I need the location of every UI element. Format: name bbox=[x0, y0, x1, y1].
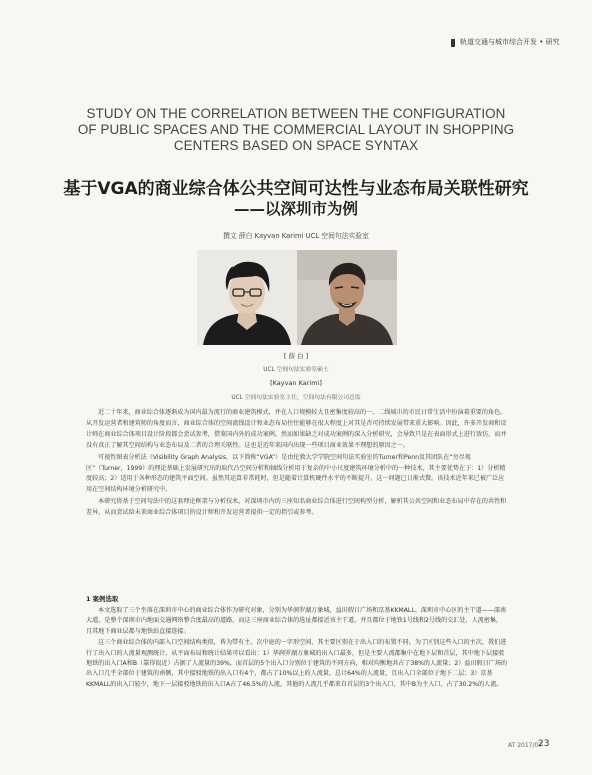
section-heading: 1 案例选取 bbox=[86, 595, 119, 603]
author-name-2: [Kayvan Karimi] bbox=[270, 379, 322, 387]
english-title bbox=[70, 106, 522, 154]
body-paragraph: 这三个商业综合体的内部入口空间结构类似，皆为带有主、次中庭的一字形空间，其主要区别在于出入口的布置不同。为了区别这些入口的主次，我们进行了出入口的人流量观测统计。从平面布局和统计结果可以看出：1）华润罗湖万象城的出入口最多，但是主要人流都集中在地下层和首层，其中地下层接驳地铁的出入口A和B（靠得很近）占据了人流量的39%，而首层的5个出入口分别位于建筑的不同方向，相对均衡地共占了38%的人流量；2）益田假日广场的出入口几乎全部位于建筑的南侧，其中接驳地铁的出入口有4个，都占了10%以上的人流量，总计64%的人流量，且出入口全部位于地下二层；3）京基KKMALL的出入口较少，地下一层接驳地铁的出入口A占了46.5%的人流，其他的人流几乎都来自首层的3个出入口，其中B为主入口，占了30.2%的人流。 bbox=[86, 639, 508, 688]
section-body bbox=[86, 606, 508, 691]
english-title-line: CENTERS BASED ON SPACE SYNTAX bbox=[173, 138, 419, 153]
chinese-subtitle: ——以深圳市为例 bbox=[233, 200, 358, 218]
abstract-paragraph: 本研究将基于空间句法中的这套理论框架与分析技术，对深圳市内的三座知名商业综合体进行空间构型分析，解析其公共空间和业态布局中存在的共性和差异，从而尝试给未来商业综合体项目的设计师和开发运营者提供一定的指引或参考。 bbox=[86, 498, 507, 517]
running-header-text: 轨道交通与城市综合开发 • 研究 bbox=[460, 38, 560, 46]
header-marker bbox=[451, 39, 455, 47]
page-number: 23 bbox=[538, 739, 550, 749]
abstract bbox=[86, 408, 508, 520]
author-byline: 撰文 薛白 Kayvan Karimi UCL 空间句法实验室 bbox=[223, 232, 369, 240]
running-header bbox=[0, 28, 592, 58]
author-name-1: [ 薛 白 ] bbox=[283, 352, 309, 360]
english-title-line: OF PUBLIC SPACES AND THE COMMERCIAL LAYOUT IN SHOPPING bbox=[77, 122, 515, 137]
english-title-line: STUDY ON THE CORRELATION BETWEEN THE CONFIGURATION bbox=[86, 106, 506, 121]
page-footer bbox=[0, 740, 592, 760]
chinese-title: 基于VGA的商业综合体公共空间可达性与业态布局关联性研究 bbox=[63, 179, 529, 199]
abstract-paragraph: 可视性图表分析法（Visibility Graph Analysis，以下简称“VGA”）是由伦敦大学学院空间句法实验室的Turner和Penn及其团队在“穷尽视区”（Turner，1999）的理论基础上发展研究出的取代凸空间分析和轴线分析用于复杂的中小尺度建筑环境分析中的一种技术，其主要优势在于：1）分析精度较高；2）适用于各种形态的建筑平面空间。虽然其运算非常耗时，但是随着计算机硬件水平的不断提升，这一问题已日渐式微。该技术近年来已被广泛应用在空间结构环境分析研究中。 bbox=[86, 453, 506, 494]
author-affiliation-2: UCL 空间句法实验室主任，空间句法有限公司总监 bbox=[231, 395, 361, 401]
author-photo-xue-bai bbox=[197, 250, 297, 345]
author-affiliation-1: UCL 空间句法实验室硕士 bbox=[263, 367, 329, 373]
journal-issue: AT 2017/07 bbox=[508, 742, 543, 749]
author-photo-kayvan-karimi bbox=[297, 250, 397, 345]
body-paragraph: 本文选取了三个坐落在深圳市中心的商业综合体作为研究对象，分别为华润罗湖万象城、益田假日广场和京基KKMALL。深圳市中心区的主干道——深南大道，是整个深圳市内地面交通网络整合度最高的道路，而这三座商业综合体的选址都接近该主干道，并且都位于地铁1号线和2号线的交汇处，人流密集，且其地下商业层都与地铁站直接连接。 bbox=[86, 607, 507, 635]
abstract-paragraph: 近二十年来，商业综合体逐渐成为国内最为流行的商业建筑模式，并在人口规模较大且密集度较高的一、二线城市的市民日常生活中扮演着重要的角色。从开发运营者和建筑师的角度而言，商业综合体的空间流线设计和业态布局往往能够在很大程度上对其是否可持续发展带来重大影响。因此，许多开发商和设计师在商业综合体项目设计阶段都会尝试参考，借鉴国内外的成功案例。然而如果缺乏对成功案例的深入分析研究，会导致只是在表面形式上进行效仿，而并没有真正了解其空间结构与业态布局及二者的合理关联性。这也是近年来国内出现一些项目商业效果不理想的原因之一。 bbox=[86, 409, 507, 449]
